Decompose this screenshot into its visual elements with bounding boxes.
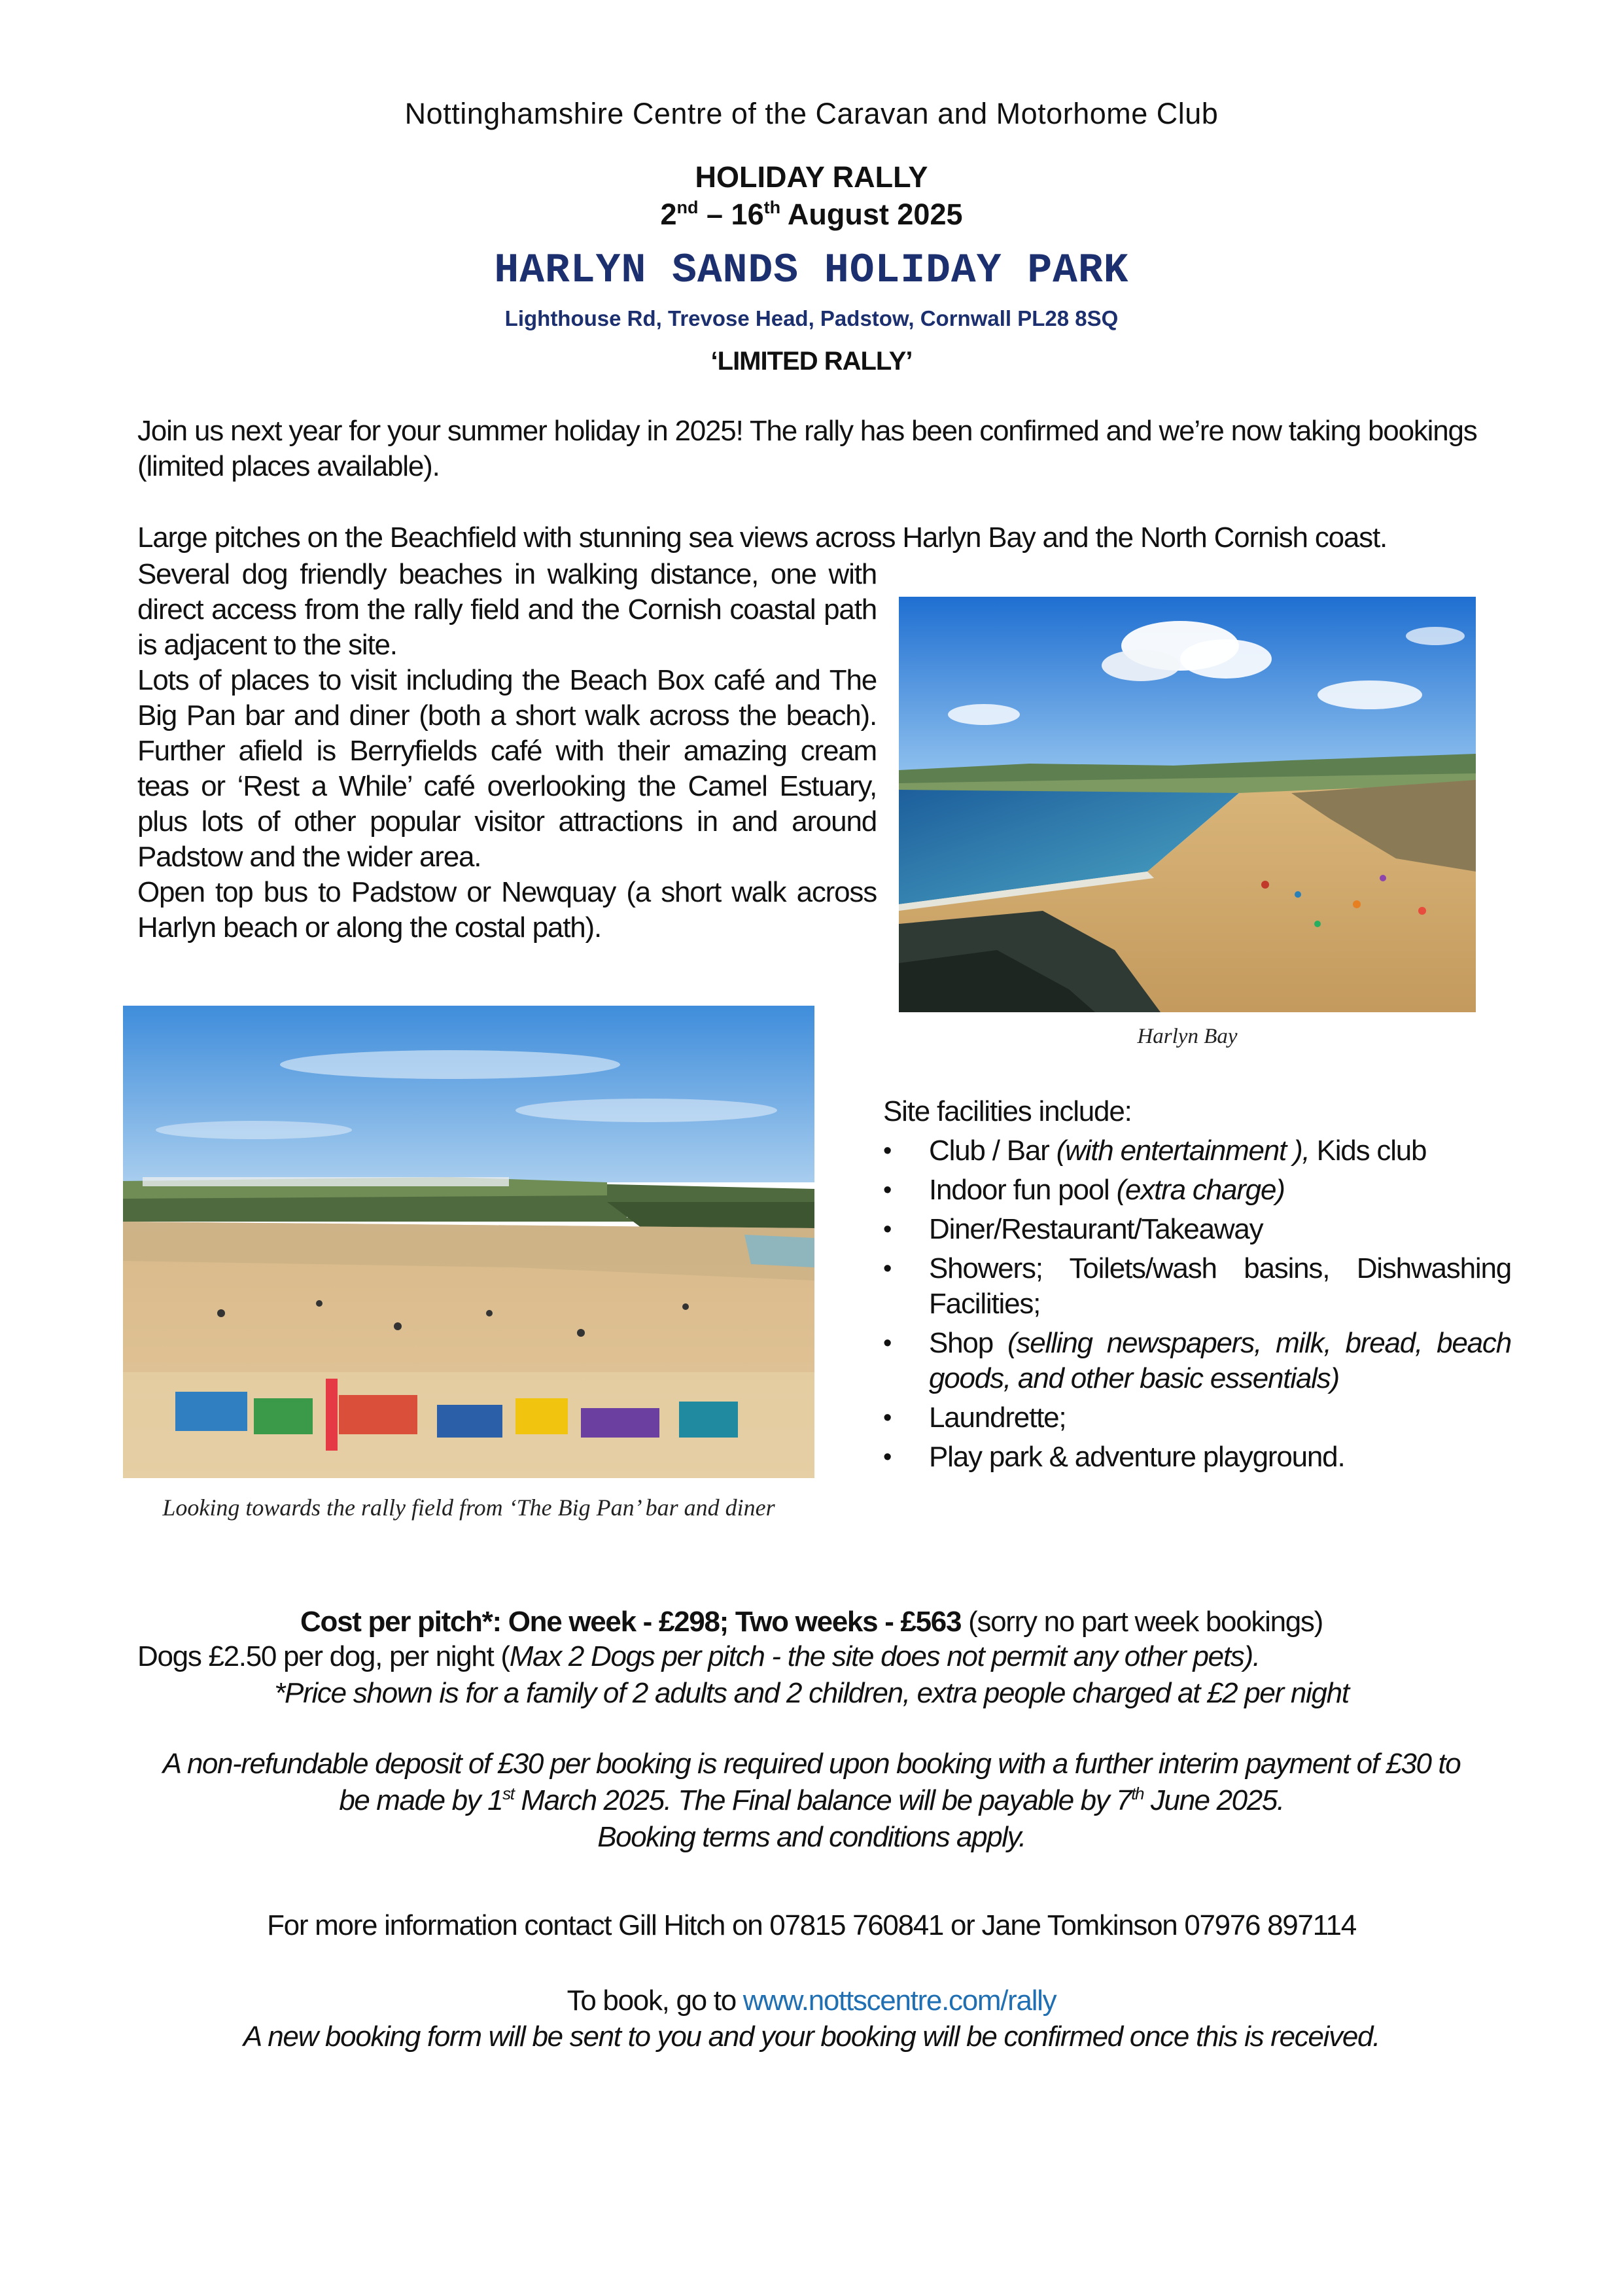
deposit-line-1: A non-refundable deposit of £30 per booking is required upon booking with a further interim payment of £30 to [162, 1748, 1461, 1780]
description-block [137, 557, 877, 945]
deposit-line-2: be made by 1st March 2025. The Final balance will be payable by 7th June 2025. [339, 1784, 1284, 1816]
bullet-icon: • [883, 1176, 892, 1204]
park-name: HARLYN SANDS HOLIDAY PARK [494, 247, 1129, 294]
list-item: • Diner/Restaurant/Takeaway [883, 1212, 1511, 1247]
bullet-icon: • [883, 1137, 892, 1165]
booking-line: To book, go to www.nottscentre.com/rally [567, 1985, 1056, 2017]
deposit-terms [0, 1746, 1623, 1856]
facilities-list [883, 1133, 1511, 1475]
facilities-section [883, 1094, 1511, 1479]
intro-paragraph: Join us next year for your summer holiday in 2025! The rally has been confirmed and we’re now taking bookings (limited places available). [137, 415, 1477, 482]
list-item: • Play park & adventure playground. [883, 1439, 1511, 1475]
rally-title: HOLIDAY RALLY [695, 160, 928, 194]
cost-line: Cost per pitch*: One week - £298; Two weeks - £563 (sorry no part week bookings) [300, 1606, 1323, 1638]
price-note: *Price shown is for a family of 2 adults and 2 children, extra people charged at £2 per night [274, 1677, 1349, 1709]
list-item: • Showers; Toilets/wash basins, Dishwashing Facilities; [883, 1252, 1511, 1320]
list-item: • Indoor fun pool (extra charge) [883, 1173, 1511, 1208]
bullet-icon: • [883, 1330, 892, 1357]
contact-line: For more information contact Gill Hitch on 07815 760841 or Jane Tomkinson 07976 897114 [267, 1909, 1356, 1941]
terms-line: Booking terms and conditions apply. [597, 1821, 1026, 1853]
booking-link[interactable]: www.nottscentre.com/rally [742, 1985, 1056, 2017]
park-address: Lighthouse Rd, Trevose Head, Padstow, Cornwall PL28 8SQ [504, 306, 1119, 330]
list-item: • Club / Bar (with entertainment ), Kids club [883, 1133, 1511, 1169]
dog-beaches-paragraph: Several dog friendly beaches in walking distance, one with direct access from the rally field and the Cornish coastal path is adjacent to the site. [137, 558, 877, 661]
dogs-line: Dogs £2.50 per dog, per night (Max 2 Dogs per pitch - the site does not permit any other pets). [137, 1640, 1260, 1672]
bullet-icon: • [883, 1404, 892, 1432]
bus-paragraph: Open top bus to Padstow or Newquay (a short walk across Harlyn beach or along the costal path). [137, 876, 877, 944]
bullet-icon: • [883, 1216, 892, 1243]
harlyn-bay-caption: Harlyn Bay [1137, 1025, 1238, 1048]
bullet-icon: • [883, 1443, 892, 1471]
big-pan-caption: Looking towards the rally field from ‘The Big Pan’ bar and diner [162, 1494, 775, 1521]
facilities-heading: Site facilities include: [883, 1095, 1132, 1127]
pitches-line: Large pitches on the Beachfield with stunning sea views across Harlyn Bay and the North Cornish coast. [137, 521, 1387, 554]
booking-confirmation-note: A new booking form will be sent to you and your booking will be confirmed once this is received. [243, 2021, 1380, 2053]
list-item: • Laundrette; [883, 1400, 1511, 1436]
harlyn-bay-photo [899, 597, 1476, 1012]
bullet-icon: • [883, 1255, 892, 1282]
big-pan-photo [123, 1006, 814, 1478]
places-to-visit-paragraph: Lots of places to visit including the Beach Box café and The Big Pan bar and diner (both a short walk across the beach). Further afield is Berryfields café with their amazing cream teas or ‘Rest a While’ café overlooking the Camel Estuary, plus lots of other popular visitor attractions in and around Padstow and the wider area. [137, 664, 877, 873]
limited-rally-label: ‘LIMITED RALLY’ [710, 347, 913, 376]
list-item: • Shop (selling newspapers, milk, bread, beach goods, and other basic essentials) [883, 1327, 1511, 1394]
organisation-name: Nottinghamshire Centre of the Caravan and Motorhome Club [404, 97, 1219, 130]
rally-dates: 2nd – 16th August 2025 [660, 198, 963, 231]
